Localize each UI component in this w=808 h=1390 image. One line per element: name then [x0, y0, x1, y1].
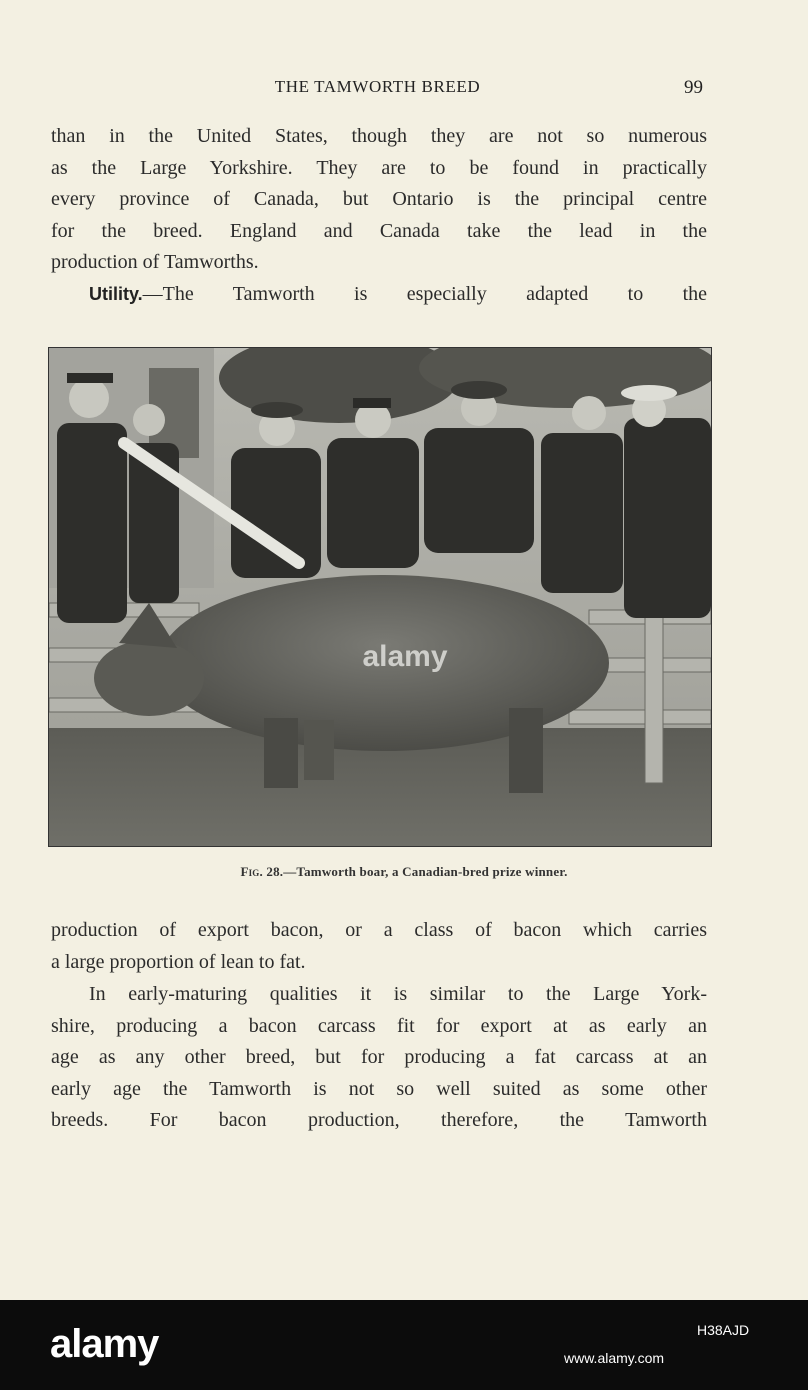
text-line: production of Tamworths. — [51, 251, 259, 273]
watermark-text: alamy — [362, 640, 448, 673]
footer-url: www.alamy.com — [564, 1350, 665, 1366]
text-line: production of export bacon, or a class of bacon which carries — [51, 919, 707, 941]
alamy-logo: alamy — [50, 1322, 159, 1366]
paragraph-maturing — [51, 979, 707, 1137]
paragraph-utility — [51, 279, 707, 311]
caption-label: Fig. 28. — [240, 864, 284, 879]
figure-caption — [0, 864, 808, 880]
running-title: THE TAMWORTH BREED — [274, 77, 481, 96]
text-line — [51, 279, 707, 311]
text-line: a large proportion of lean to fat. — [51, 950, 306, 973]
figure-photograph — [48, 347, 712, 847]
text-line: In early-maturing qualities it is similar to the Large York- — [89, 983, 707, 1005]
text-line: as the Large Yorkshire. They are to be found in practically — [51, 156, 707, 179]
text-line: age as any other breed, but for producing a fat carcass at an — [51, 1046, 707, 1068]
running-head — [0, 77, 808, 101]
text-line: than in the United States, though they are not so numerous — [51, 125, 707, 147]
text-line: shire, producing a bacon carcass fit for export at as early an — [51, 1014, 707, 1037]
utility-heading: Utility. — [89, 284, 143, 304]
caption-text: —Tamworth boar, a Canadian-bred prize winner. — [283, 864, 568, 879]
utility-text: —The Tamworth is especially adapted to the — [142, 283, 707, 305]
stock-footer-bar — [0, 1300, 808, 1390]
text-line: every province of Canada, but Ontario is the principal centre — [51, 188, 707, 210]
boar-photo — [49, 348, 711, 846]
text-line: for the breed. England and Canada take the lead in the — [51, 219, 707, 242]
text-line: early age the Tamworth is not so well suited as some other — [51, 1077, 707, 1100]
text-line: breeds. For bacon production, therefore, the Tamworth — [51, 1109, 707, 1131]
paragraph-utility-continued — [51, 915, 707, 978]
page-number: 99 — [684, 77, 703, 98]
paragraph-continued — [51, 121, 707, 279]
image-id: H38AJD — [697, 1322, 750, 1338]
